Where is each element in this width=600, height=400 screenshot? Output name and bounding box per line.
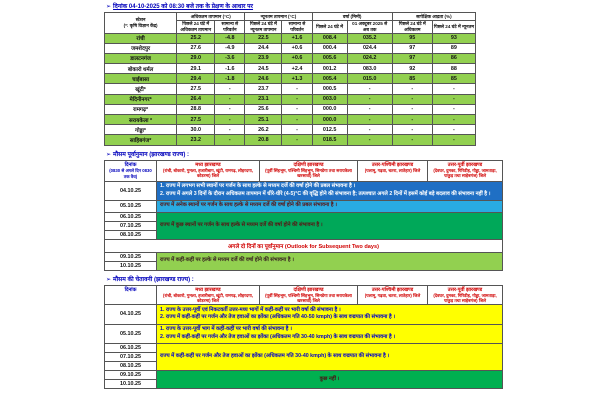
date-cell: 08.10.25: [105, 361, 157, 370]
rh-max: 92: [392, 64, 432, 74]
rh-max: -: [392, 135, 432, 145]
station-name: बोकारो थर्मल: [105, 64, 177, 74]
rain-cum: -: [347, 135, 392, 145]
station-name: सरायकेला *: [105, 115, 177, 125]
bulletin-title: [106, 2, 506, 10]
rain-cum: -: [347, 94, 392, 104]
max-temp: 26.4: [177, 94, 215, 104]
min-dev: -: [282, 84, 312, 94]
max-dev: -: [215, 135, 245, 145]
warning-nil-text: कुछ नहीं ।: [157, 370, 503, 388]
date-cell: 10.10.25: [105, 261, 157, 270]
col-group-min-temp: न्यूनतम तापमान (°C): [245, 13, 312, 21]
col-region-central: [157, 160, 260, 181]
table-row: [105, 115, 476, 125]
min-temp: 26.2: [245, 125, 282, 135]
min-dev: -: [282, 94, 312, 104]
forecast-heading-text: मौसम पूर्वानुमान (झारखण्ड राज्य) :: [113, 151, 190, 158]
max-temp: 27.5: [177, 84, 215, 94]
max-dev: -4.8: [215, 33, 245, 43]
min-dev: +1.6: [282, 33, 312, 43]
weather-bulletin: [96, 1, 506, 389]
forecast-outlook-text: राज्य में कहीं-कहीं पर हल्के से मध्यम दर्जे की वर्षा होने की संभावना है ।: [157, 252, 503, 270]
max-temp: 27.5: [177, 115, 215, 125]
station-note: (*: कृषि विज्ञान केंद्र): [123, 22, 158, 28]
obs-header-groups: [105, 13, 476, 21]
rain-24h: 018.5: [312, 135, 347, 145]
col-region-central: [157, 285, 260, 305]
station-name: गोड्डा*: [105, 125, 177, 135]
min-temp-highlight: 20.8: [245, 135, 282, 145]
min-dev: +2.4: [282, 64, 312, 74]
region-name: उत्तर-पश्चिमी झारखण्ड: [371, 286, 414, 293]
rain-24h: 008.4: [312, 33, 347, 43]
warnings-row-day3: [105, 343, 503, 352]
region-districts: (पलामू, गढ़वा, चतरा, लातेहार) जिले: [364, 167, 421, 173]
station-name: खूंटी*: [105, 84, 177, 94]
min-dev: -: [282, 104, 312, 114]
max-temp: 29.4: [177, 74, 215, 84]
rh-min: 88: [432, 64, 475, 74]
rh-max: -: [392, 115, 432, 125]
max-temp: 23.2: [177, 135, 215, 145]
min-dev: +0.6: [282, 43, 312, 53]
forecast-row-day1: [105, 181, 503, 200]
region-name: मध्य झारखण्ड: [195, 286, 221, 293]
arrow-bullet-icon: ➢: [106, 4, 112, 10]
min-temp: 23.7: [245, 84, 282, 94]
max-temp: 27.6: [177, 43, 215, 53]
col-rain-cumulative: 01 अक्टूबर 2025 से अब तक: [347, 20, 392, 33]
warning-day1-text: [157, 305, 503, 324]
bulletin-title-text: दिनांक 04-10-2025 को 08:30 बजे तक के प्रेक्षण के आधार पर: [113, 4, 254, 10]
col-region-northwest: [358, 285, 428, 305]
forecast-line: 1. राज्य में लगभग सभी स्थानों पर गर्जन के साथ हल्के से मध्यम दर्जे की वर्षा होने की प्रबल संभावना है ।: [160, 183, 356, 190]
station-name: रांची: [105, 33, 177, 43]
date-cell: 05.10.25: [105, 324, 157, 343]
max-temp: 29.0: [177, 53, 215, 63]
rain-cum: -: [347, 125, 392, 135]
rh-min: -: [432, 94, 475, 104]
col-rh-min: पिछले 24 घंटे में न्यूनतम: [432, 20, 475, 33]
warnings-table: [104, 285, 503, 389]
forecast-heading: [106, 150, 506, 158]
max-temp: 25.2: [177, 33, 215, 43]
date-cell: 07.10.25: [105, 221, 157, 230]
region-districts: (पलामू, गढ़वा, चतरा, लातेहार) जिले: [364, 292, 421, 298]
rain-cum: -: [347, 115, 392, 125]
rain-cum: -: [347, 104, 392, 114]
col-group-humidity: सापेक्षिक आद्रता (%): [392, 13, 475, 21]
rain-cum: 083.0: [347, 64, 392, 74]
region-districts: (रांची, बोकारो, गुमला, हजारीबाग, खूंटी, रामगढ़, लोहरदगा, कोडरमा) जिले: [163, 292, 253, 303]
max-dev: -: [215, 94, 245, 104]
table-row: [105, 94, 476, 104]
station-name: डालटनगंज: [105, 53, 177, 63]
max-dev: -: [215, 125, 245, 135]
date-cell: 04.10.25: [105, 181, 157, 200]
date-cell: 10.10.25: [105, 379, 157, 388]
warnings-row-day6: [105, 370, 503, 379]
col-region-northeast: [428, 160, 503, 181]
max-temp: 29.1: [177, 64, 215, 74]
date-cell: 07.10.25: [105, 352, 157, 361]
min-dev: +0.6: [282, 53, 312, 63]
col-date: [105, 160, 157, 181]
rh-min: -: [432, 104, 475, 114]
region-districts: (पूर्वी सिंहभूम, पश्चिमी सिंहभूम, सिमडेगा तथा सरायकेला खरसावाँ) जिले: [265, 167, 352, 178]
min-temp: 24.4: [245, 43, 282, 53]
col-min-value: पिछले 24 घंटे में न्यूनतम तापमान: [245, 20, 282, 33]
rh-min: -: [432, 125, 475, 135]
forecast-outlook-row: [105, 239, 503, 252]
region-districts: (देवघर, दुमका, गिरिडीह, गोड्डा, जामताड़ा, पाकुड़ तथा साहेबगंज) जिले: [433, 167, 497, 178]
table-row: [105, 104, 476, 114]
region-districts: (रांची, बोकारो, गुमला, हजारीबाग, खूंटी, रामगढ़, लोहरदगा, कोडरमा) जिले: [163, 167, 253, 178]
date-cell: 06.10.25: [105, 343, 157, 352]
min-temp: 25.6: [245, 104, 282, 114]
rh-max: 85: [392, 74, 432, 84]
rain-24h: 001.2: [312, 64, 347, 74]
rh-min: -: [432, 84, 475, 94]
max-dev: -1.8: [215, 74, 245, 84]
forecast-row-day2: [105, 200, 503, 212]
col-station: [105, 13, 177, 34]
date-cell: 04.10.25: [105, 305, 157, 324]
date-label: दिनांक: [124, 286, 137, 293]
rain-24h: 000.0: [312, 104, 347, 114]
region-name: दक्षिणी झारखण्ड: [293, 161, 324, 168]
min-dev: -: [282, 135, 312, 145]
rain-24h: 003.0: [312, 94, 347, 104]
warnings-row-day1: [105, 305, 503, 324]
warning-day3to5-text: राज्य में कहीं-कहीं पर गर्जन और तेज हवाओं का झोंका (अधिकतम गति 30-40 kmph) के साथ वज्रपात की संभावना है ।: [157, 343, 503, 370]
max-dev: -3.6: [215, 53, 245, 63]
warnings-heading-text: मौसम की चेतावनी (झारखण्ड राज्य) :: [113, 276, 194, 283]
forecast-day1-text: [157, 181, 503, 200]
station-name: साहिबगंज*: [105, 135, 177, 145]
rh-max: -: [392, 125, 432, 135]
date-cell: 06.10.25: [105, 212, 157, 221]
arrow-bullet-icon: ➢: [106, 276, 112, 283]
date-label: दिनांक: [124, 161, 137, 168]
station-name: मेदिनीनगर*: [105, 94, 177, 104]
outlook-label: अगले दो दिनों का पूर्वानुमान (Outlook for Subsequent Two days): [105, 239, 503, 252]
station-label: स्टेशन: [135, 17, 146, 23]
forecast-day3to5-text: राज्य में कुछ स्थानों पर गर्जन के साथ हल्के से मध्यम दर्जे की वर्षा होने की संभावना है ।: [157, 212, 503, 239]
max-dev: -1.6: [215, 64, 245, 74]
warning-line: 2. राज्य में कहीं-कहीं पर गर्जन और तेज हवाओं का झोंका (अधिकतम गति 30-40 kmph) के साथ वज्रपात की संभावना है ।: [160, 333, 396, 340]
col-date: [105, 285, 157, 305]
rain-24h: 000.5: [312, 84, 347, 94]
warnings-heading: [106, 275, 506, 283]
col-region-south: [260, 160, 358, 181]
table-row: [105, 43, 476, 53]
warnings-header: [105, 285, 503, 305]
warnings-row-day2: [105, 324, 503, 343]
region-name: मध्य झारखण्ड: [195, 161, 221, 168]
rain-24h: 000.0: [312, 115, 347, 125]
forecast-row-day3: [105, 212, 503, 221]
region-name: उत्तर-पूर्वी झारखण्ड: [447, 286, 483, 293]
col-region-northeast: [428, 285, 503, 305]
region-districts: (देवघर, दुमका, गिरिडीह, गोड्डा, जामताड़ा, पाकुड़ तथा साहेबगंज) जिले: [433, 292, 497, 303]
warning-line: 1. राज्य के उत्तर-पूर्वी भाग में कहीं-कहीं पर भारी वर्षा की संभावना है ।: [160, 326, 292, 333]
min-temp: 23.9: [245, 53, 282, 63]
forecast-header: [105, 160, 503, 181]
rain-cum: 024.2: [347, 53, 392, 63]
col-max-value: पिछले 24 घंटे में अधिकतम तापमान: [177, 20, 215, 33]
region-districts: (पूर्वी सिंहभूम, पश्चिमी सिंहभूम, सिमडेगा तथा सरायकेला खरसावाँ) जिले: [265, 292, 352, 303]
col-rh-max: पिछले 24 घंटे में अधिकतम: [392, 20, 432, 33]
arrow-bullet-icon: ➢: [106, 151, 112, 158]
date-note: (0830 से अगले दिन 0830 तक वैध): [109, 167, 152, 179]
rh-max: -: [392, 104, 432, 114]
warning-line: 1. राज्य के उत्तर-पूर्वी एवं निकटवर्ती उत्तर-मध्य भागों में कहीं-कहीं पर भारी वर्षा की संभावना है ।: [160, 306, 341, 313]
rh-min: 85: [432, 74, 475, 84]
col-region-south: [260, 285, 358, 305]
region-name: उत्तर-पूर्वी झारखण्ड: [447, 161, 483, 168]
region-name: दक्षिणी झारखण्ड: [293, 286, 324, 293]
col-group-max-temp: अधिकतम तापमान (°C): [177, 13, 245, 21]
rh-min: 86: [432, 53, 475, 63]
rain-cum: -: [347, 84, 392, 94]
rh-max: -: [392, 84, 432, 94]
table-row: [105, 84, 476, 94]
forecast-table: [104, 160, 503, 271]
table-row: [105, 135, 476, 145]
col-rain-24h: पिछले 24 घंटे में: [312, 20, 347, 33]
rh-max: 97: [392, 43, 432, 53]
rain-24h: 005.4: [312, 74, 347, 84]
col-region-northwest: [358, 160, 428, 181]
warning-line: 2. राज्य में कहीं-कहीं पर गर्जन और तेज हवाओं का झोंका (अधिकतम गति 40-50 kmph) के साथ वज्रपात की संभावना है ।: [160, 314, 396, 321]
table-row: [105, 74, 476, 84]
region-name: उत्तर-पश्चिमी झारखण्ड: [371, 161, 414, 168]
min-temp: 24.5: [245, 64, 282, 74]
max-temp: 28.8: [177, 104, 215, 114]
station-name: चाईबासा: [105, 74, 177, 84]
forecast-line: 2. राज्य में अगले 3 दिनों के दौरान अधिकतम तापमान में धीरे-धीरे (4-5)°C की वृद्धि होने की संभावना है; तत्पश्चात अगले 2 दिनों में इसमें कोई बड़े बदलाव की संभावना नहीं है ।: [160, 190, 491, 197]
station-name: रामगढ़*: [105, 104, 177, 114]
date-cell: 09.10.25: [105, 370, 157, 379]
date-cell: 08.10.25: [105, 230, 157, 239]
min-dev: +1.3: [282, 74, 312, 84]
table-row: [105, 53, 476, 63]
rh-min: -: [432, 115, 475, 125]
rain-24h: 012.5: [312, 125, 347, 135]
rh-min: 89: [432, 43, 475, 53]
min-temp: 25.1: [245, 115, 282, 125]
table-row: [105, 64, 476, 74]
col-group-rain: वर्षा (मिमी): [312, 13, 392, 21]
station-name: जमशेदपुर: [105, 43, 177, 53]
max-dev: -: [215, 115, 245, 125]
rain-cum: 024.4: [347, 43, 392, 53]
col-max-deviation: सामान्य से परिवर्तन: [215, 20, 245, 33]
max-dev: -: [215, 84, 245, 94]
max-dev: -: [215, 104, 245, 114]
date-cell: 05.10.25: [105, 200, 157, 212]
date-cell: 09.10.25: [105, 252, 157, 261]
rain-24h: 005.6: [312, 53, 347, 63]
rain-cum: 035.2: [347, 33, 392, 43]
forecast-day2-text: राज्य में अनेक स्थानों पर गर्जन के साथ हल्के से मध्यम दर्जे की वर्षा होने की प्रबल संभावना है ।: [157, 200, 503, 212]
max-dev: -4.9: [215, 43, 245, 53]
warning-day2-text: [157, 324, 503, 343]
min-dev: -: [282, 125, 312, 135]
observations-table: [104, 12, 476, 146]
min-temp: 22.5: [245, 33, 282, 43]
rh-min: -: [432, 135, 475, 145]
forecast-row-day6: [105, 252, 503, 261]
max-temp-highlight: 30.0: [177, 125, 215, 135]
rh-min: 93: [432, 33, 475, 43]
rh-max: -: [392, 94, 432, 104]
min-temp: 24.6: [245, 74, 282, 84]
table-row: [105, 33, 476, 43]
col-min-deviation: सामान्य से परिवर्तन: [282, 20, 312, 33]
rh-max: 97: [392, 53, 432, 63]
min-temp: 23.1: [245, 94, 282, 104]
min-dev: -: [282, 115, 312, 125]
rain-cum: 015.0: [347, 74, 392, 84]
rh-max: 95: [392, 33, 432, 43]
rain-24h: 000.4: [312, 43, 347, 53]
table-row: [105, 125, 476, 135]
